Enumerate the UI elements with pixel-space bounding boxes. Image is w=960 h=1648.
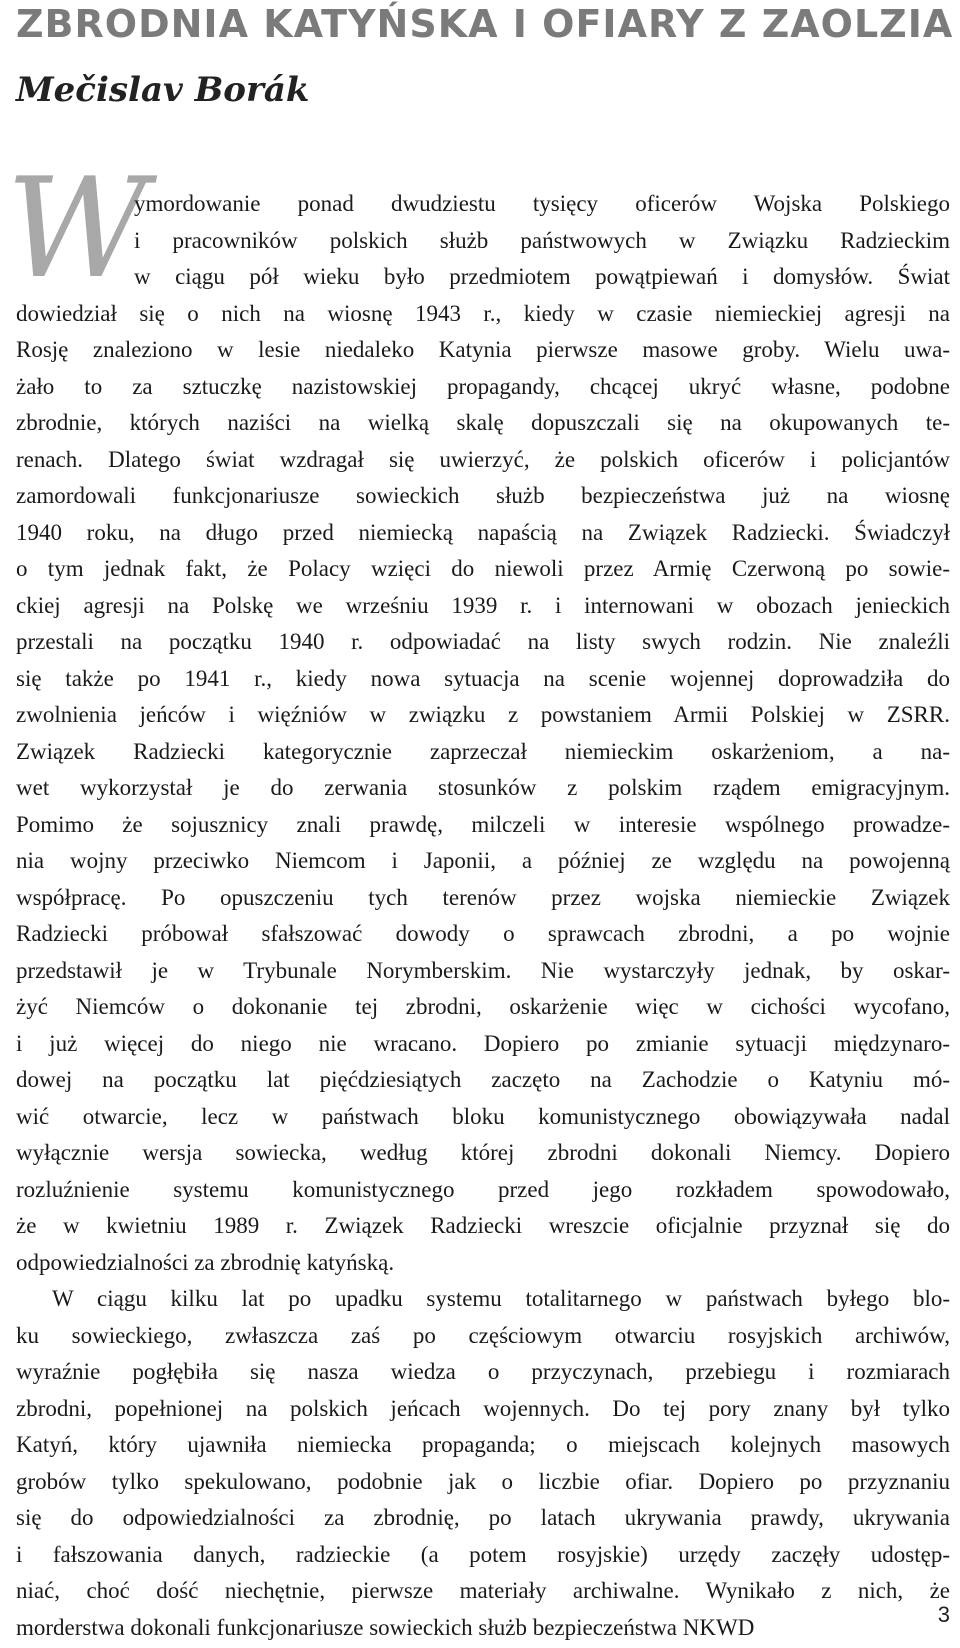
text-line: Pomimo że sojusznicy znali prawdę, milczeli w interesie wspólnego prowadze- [16,811,950,837]
text-line: Radziecki próbował sfałszować dowody o sprawcach zbrodni, a po wojnie [16,921,950,946]
text-line: wyraźnie pogłębiła się nasza wiedza o przyczynach, przebiegu i rozmiarach [16,1359,950,1384]
paragraph [16,186,950,1281]
text-line: wyłącznie wersja sowiecka, według której zbrodni dokonali Niemcy. Dopiero [16,1140,950,1165]
text-line: zamordowali funkcjonariusze sowieckich służb bezpieczeństwa już na wiosnę [16,483,950,508]
paragraph [16,1281,950,1646]
text-line: zwolnienia jeńców i więźniów w związku z powstaniem Armii Polskiej w ZSRR. [16,702,950,727]
text-line: wet wykorzystał je do zerwania stosunków z polskim rządem emigracyjnym. [16,775,950,800]
text-line: nia wojny przeciwko Niemcom i Japonii, a później ze względu na powojenną [16,848,950,873]
text-line: przestali na początku 1940 r. odpowiadać na listy swych rodzin. Nie znaleźli [16,629,950,654]
text-line: że w kwietniu 1989 r. Związek Radziecki wreszcie oficjalnie przyznał się do [16,1213,950,1238]
author-name: Mečislav Borák [16,70,310,110]
page-title: ZBRODNIA KATYŃSKA I OFIARY Z ZAOLZIA [16,2,954,46]
text-line: się do odpowiedzialności za zbrodnię, po latach ukrywania prawdy, ukrywania [16,1505,950,1530]
text-line: przedstawił je w Trybunale Norymberskim. Nie wystarczyły jednak, by oskar- [16,957,950,983]
text-line: żyć Niemców o dokonanie tej zbrodni, oskarżenie więc w cichości wycofano, [16,994,950,1019]
text-line: dowiedział się o nich na wiosnę 1943 r., kiedy w czasie niemieckiej agresji na [16,300,950,326]
text-line: grobów tylko spekulowano, podobnie jak o liczbie ofiar. Dopiero po przyznaniu [16,1468,950,1494]
text-line: i pracowników polskich służb państwowych w Związku Radzieckim [134,227,950,253]
text-line: morderstwa dokonali funkcjonariusze sowieckich służb bezpieczeństwa NKWD [16,1614,755,1640]
text-line: W ciągu kilku lat po upadku systemu totalitarnego w państwach byłego blo- [52,1286,950,1311]
text-line: Związek Radziecki kategorycznie zaprzeczał niemieckim oskarżeniom, a na- [16,738,950,764]
text-line: renach. Dlatego świat wzdragał się uwierzyć, że polskich oficerów i policjantów [16,446,950,472]
text-line: się także po 1941 r., kiedy nowa sytuacja na scenie wojennej doprowadziła do [16,665,950,691]
text-line: rozluźnienie systemu komunistycznego przed jego rozkładem spowodowało, [16,1176,950,1202]
text-line: dowej na początku lat pięćdziesiątych zaczęto na Zachodzie o Katyniu mó- [16,1067,950,1092]
text-line: 1940 roku, na długo przed niemiecką napaścią na Związek Radziecki. Świadczył [16,519,950,545]
page-number: 3 [937,1602,950,1627]
text-line: o tym jednak fakt, że Polacy wzięci do niewoli przez Armię Czerwoną po sowie- [16,556,950,581]
text-line: ku sowieckiego, zwłaszcza zaś po częściowym otwarciu rosyjskich archiwów, [16,1322,950,1348]
text-line: zbrodnie, których naziści na wielką skalę dopuszczali się na okupowanych te- [16,410,950,435]
text-line: Rosję znaleziono w lesie niedaleko Katynia pierwsze masowe groby. Wielu uwa- [16,337,950,362]
text-line: wić otwarcie, lecz w państwach bloku komunistycznego obowiązywała nadal [16,1103,950,1129]
drop-cap: W [6,148,148,309]
text-line: i fałszowania danych, radzieckie (a potem rosyjskie) urzędy zaczęły udostęp- [16,1541,950,1567]
article-body [16,186,950,1646]
text-line: zbrodni, popełnionej na polskich jeńcach wojennych. Do tej pory znany był tylko [16,1395,950,1421]
text-line: odpowiedzialności za zbrodnię katyńską. [16,1249,395,1275]
text-line: niać, choć dość niechętnie, pierwsze materiały archiwalne. Wynikało z nich, że [16,1578,950,1603]
text-line: Katyń, który ujawniła niemiecka propaganda; o miejscach kolejnych masowych [16,1432,950,1457]
text-line: współpracę. Po opuszczeniu tych terenów przez wojska niemieckie Związek [16,884,950,910]
text-line: i już więcej do niego nie wracano. Dopiero po zmianie sytuacji międzynaro- [16,1030,950,1056]
text-line: ckiej agresji na Polskę we wrześniu 1939 r. i internowani w obozach jenieckich [16,592,950,618]
text-line: żało to za sztuczkę nazistowskiej propagandy, chcącej ukryć własne, podobne [16,373,950,399]
text-line: w ciągu pół wieku było przedmiotem powątpiewań i domysłów. Świat [134,264,950,289]
text-line: ymordowanie ponad dwudziestu tysięcy oficerów Wojska Polskiego [134,191,950,216]
